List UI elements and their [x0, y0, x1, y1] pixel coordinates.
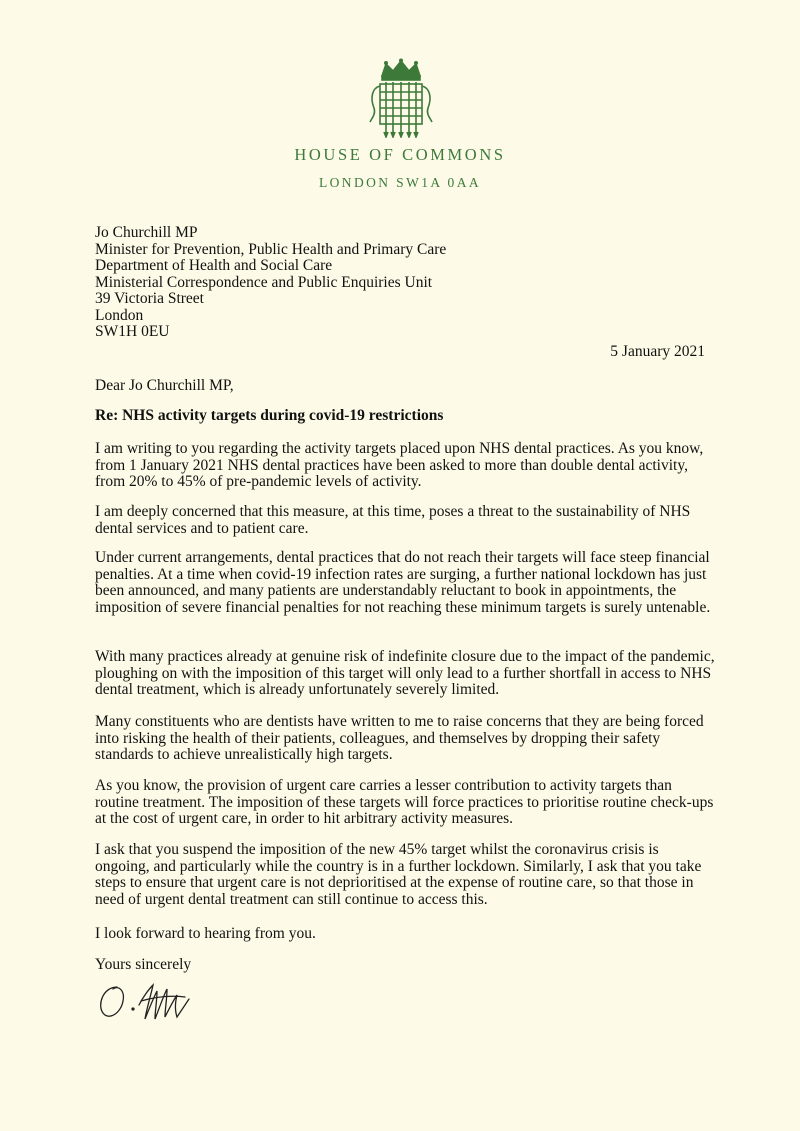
portcullis-crest-icon — [366, 58, 436, 138]
recipient-department: Department of Health and Social Care — [95, 257, 333, 274]
body-paragraph: I look forward to hearing from you. — [95, 925, 316, 942]
body-paragraph: I am writing to you regarding the activity targets placed upon NHS dental practices. As you know, from 1 January 2021 NHS dental practices have been asked to more than double dental activity, from 20% to 45% of pre-pandemic levels of activity. — [95, 440, 704, 491]
sign-off: Yours sincerely — [95, 956, 192, 973]
recipient-unit: Ministerial Correspondence and Public Enquiries Unit — [95, 273, 433, 291]
body-paragraph: I am deeply concerned that this measure, at this time, poses a threat to the sustainability of NHS dental services and to patient care. — [95, 503, 691, 537]
letterhead-address: LONDON SW1A 0AA — [319, 175, 481, 190]
letterhead-title: HOUSE OF COMMONS — [294, 145, 506, 164]
body-paragraph: I ask that you suspend the imposition of the new 45% target whilst the coronavirus crisis is ongoing, and particularly while the country is in a further lockdown. Similarly, I ask that you take steps to ensure that urgent care is not deprioritised at the expense of routine care, so that those in need of urgent dental treatment can still continue to access this. — [95, 841, 702, 909]
body-paragraph: As you know, the provision of urgent care carries a lesser contribution to activity targets than routine treatment. The imposition of these targets will force practices to prioritise routine check-ups at the cost of urgent care, in order to hit arbitrary activity measures. — [95, 777, 714, 828]
signature-icon — [95, 975, 205, 1025]
body-paragraph: Many constituents who are dentists have written to me to raise concerns that they are being forced into risking the health of their patients, colleagues, and themselves by dropping their safety standards to achieve unrealistically high targets. — [95, 713, 704, 764]
recipient-street: 39 Victoria Street — [95, 290, 204, 307]
subject-line: Re: NHS activity targets during covid-19 restrictions — [95, 407, 444, 424]
salutation: Dear Jo Churchill MP, — [95, 377, 234, 394]
recipient-name: Jo Churchill MP — [95, 224, 198, 241]
recipient-postcode: SW1H 0EU — [95, 323, 170, 340]
recipient-city: London — [95, 306, 144, 324]
recipient-role: Minister for Prevention, Public Health and Primary Care — [95, 240, 447, 258]
letter-date: 5 January 2021 — [610, 343, 705, 360]
body-paragraph: With many practices already at genuine risk of indefinite closure due to the impact of the pandemic, ploughing on with the imposition of this target will only lead to a further shortfall in access to NHS dental treatment, which is already unfortunately severely limited. — [95, 648, 715, 699]
recipient-address — [95, 225, 715, 341]
body-paragraph: Under current arrangements, dental practices that do not reach their targets will face steep financial penalties. At a time when covid-19 infection rates are surging, a further national lockdown has just been announced, and many patients are understandably reluctant to book in appointments, the imposition of severe financial penalties for not reaching these minimum targets is surely untenable. — [95, 549, 711, 617]
